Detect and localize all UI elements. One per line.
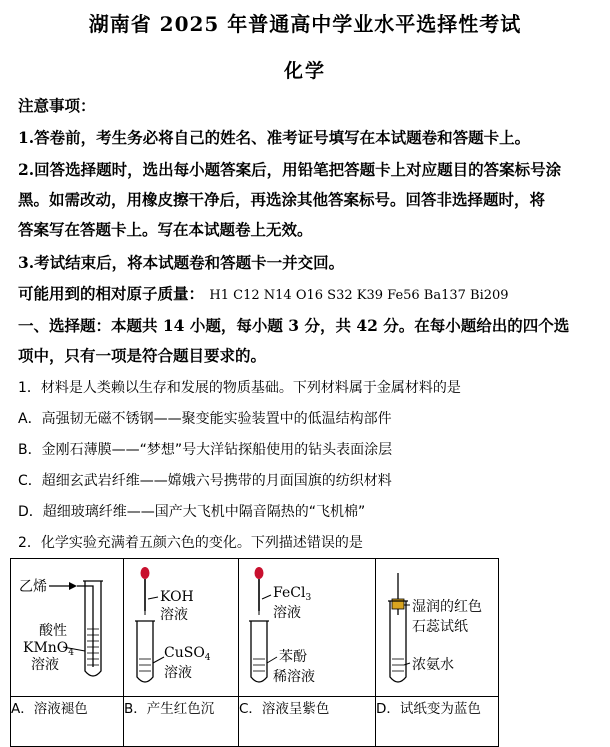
q2-answer-d: D．试纸变为蓝色: [376, 697, 499, 747]
q2-figure-table: [10, 558, 499, 747]
figure-d-paper-label-2: 石蕊试纸: [412, 619, 468, 635]
q1-option-a: A．高强韧无磁不锈钢——聚变能实验装置中的低温结构部件: [18, 411, 392, 427]
figure-d-paper-label-1: 湿润的红色: [412, 599, 482, 615]
figure-d-litmus-ammonia: [376, 559, 498, 697]
figure-a-gas-label: 乙烯: [19, 579, 47, 595]
section1-line-2: 项中，只有一项是符合题目要求的。: [18, 346, 267, 365]
figure-c-tube-label-1: 苯酚: [279, 649, 307, 665]
notice-line-3: 黑。如需改动，用橡皮擦干净后，再选涂其他答案标号。回答非选择题时，将: [18, 190, 546, 209]
notice-line-5: 3.考试结束后，将本试题卷和答题卡一并交回。: [18, 253, 345, 272]
figure-a-label-3: 溶液: [31, 657, 59, 673]
figure-c-dropper-label-2: 溶液: [273, 605, 301, 621]
notice-line-4: 答案写在答题卡上。写在本试题卷上无效。: [18, 220, 313, 239]
figure-b-dropper-label-2: 溶液: [160, 607, 188, 623]
figure-c-dropper-label-1: FeCl$_3$: [273, 585, 312, 603]
q1-option-d: D．超细玻璃纤维——国产大飞机中隔音隔热的“飞机棉”: [18, 504, 366, 520]
figure-d-tube-label: 浓氨水: [412, 657, 454, 673]
figure-a-ethylene-kmno4: [11, 559, 123, 697]
figure-b-tube-label-1: CuSO$_4$: [164, 645, 211, 663]
notice-heading: 注意事项：: [18, 96, 96, 115]
atomic-mass-values: H1 C12 N14 O16 S32 K39 Fe56 Ba137 Bi209: [209, 288, 509, 303]
q1-stem: 1．材料是人类赖以生存和发展的物质基础。下列材料属于金属材料的是: [18, 380, 461, 396]
q1-option-c: C．超细玄武岩纤维——嫦娥六号携带的月面国旗的纺织材料: [18, 473, 392, 489]
figure-c-cell: [239, 559, 376, 697]
q1-option-b: B．金刚石薄膜——“梦想”号大洋钻探船使用的钻头表面涂层: [18, 442, 393, 458]
atomic-mass-label: 可能用到的相对原子质量：: [18, 284, 205, 303]
figure-b-cell: [124, 559, 239, 697]
figure-b-dropper-label-1: KOH: [160, 589, 194, 605]
figure-a-label-1: 酸性: [39, 623, 67, 639]
q2-answer-b: B．产生红色沉: [124, 697, 239, 747]
notice-line-1: 1.答卷前，考生务必将自己的姓名、准考证号填写在本试题卷和答题卡上。: [18, 128, 531, 147]
section1-line-1: 一、选择题：本题共 14 小题，每小题 3 分，共 42 分。在每小题给出的四个选: [18, 316, 570, 335]
q2-answer-a: A．溶液褪色: [11, 697, 124, 747]
subject-title: 化学: [283, 60, 326, 82]
q2-answer-c: C．溶液呈紫色: [239, 697, 376, 747]
figure-d-cell: [376, 559, 499, 697]
figure-c-tube-label-2: 稀溶液: [273, 669, 315, 685]
figure-a-label-2: KMnO$_4$: [23, 640, 75, 658]
figure-b-tube-label-2: 溶液: [164, 665, 192, 681]
exam-title: 湖南省 2025 年普通高中学业水平选择性考试: [88, 12, 522, 36]
figure-c-fecl3-phenol: [239, 559, 375, 697]
figure-b-koh-cuso4: [124, 559, 238, 697]
q2-stem: 2．化学实验充满着五颜六色的变化。下列描述错误的是: [18, 535, 363, 551]
atomic-mass-line: [18, 282, 509, 304]
figure-a-cell: [11, 559, 124, 697]
notice-line-2: 2.回答选择题时，选出每小题答案后，用铅笔把答题卡上对应题目的答案标号涂: [18, 160, 562, 179]
